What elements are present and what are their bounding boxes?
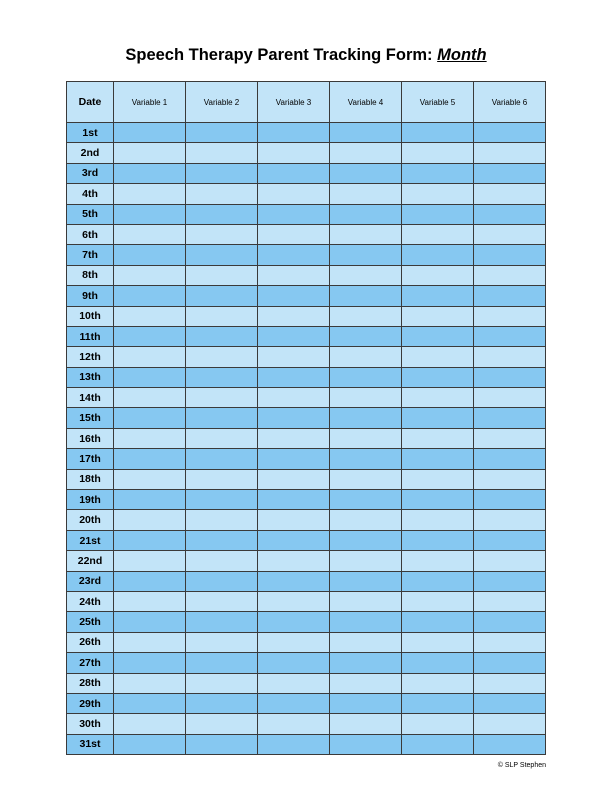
table-row [67, 612, 546, 632]
table-row [67, 673, 546, 693]
entry-cell[interactable] [186, 143, 258, 163]
entry-cell[interactable] [114, 143, 186, 163]
entry-cell[interactable] [186, 510, 258, 530]
entry-cell[interactable] [474, 673, 546, 693]
entry-cell[interactable] [186, 347, 258, 367]
entry-cell[interactable] [114, 714, 186, 734]
entry-cell[interactable] [402, 224, 474, 244]
entry-cell[interactable] [186, 490, 258, 510]
table-row [67, 469, 546, 489]
entry-cell[interactable] [474, 224, 546, 244]
entry-cell[interactable] [114, 326, 186, 346]
entry-cell[interactable] [474, 326, 546, 346]
entry-cell[interactable] [474, 306, 546, 326]
entry-cell[interactable] [330, 367, 402, 387]
entry-cell[interactable] [258, 490, 330, 510]
entry-cell[interactable] [114, 408, 186, 428]
day-label: 18th [67, 469, 114, 489]
entry-cell[interactable] [114, 530, 186, 550]
variable-3-header: Variable 3 [258, 82, 330, 123]
table-row [67, 591, 546, 611]
entry-cell[interactable] [474, 265, 546, 285]
title-main: Speech Therapy Parent Tracking Form: [125, 46, 438, 64]
entry-cell[interactable] [402, 673, 474, 693]
day-label: 9th [67, 286, 114, 306]
entry-cell[interactable] [330, 184, 402, 204]
entry-cell[interactable] [258, 204, 330, 224]
entry-cell[interactable] [402, 571, 474, 591]
header-row [67, 82, 546, 123]
entry-cell[interactable] [114, 265, 186, 285]
entry-cell[interactable] [114, 367, 186, 387]
entry-cell[interactable] [402, 265, 474, 285]
day-label: 30th [67, 714, 114, 734]
entry-cell[interactable] [258, 306, 330, 326]
entry-cell[interactable] [330, 734, 402, 754]
day-label: 13th [67, 367, 114, 387]
entry-cell[interactable] [186, 388, 258, 408]
entry-cell[interactable] [402, 612, 474, 632]
table-row [67, 449, 546, 469]
variable-4-header: Variable 4 [330, 82, 402, 123]
entry-cell[interactable] [330, 714, 402, 734]
entry-cell[interactable] [258, 184, 330, 204]
entry-cell[interactable] [258, 245, 330, 265]
entry-cell[interactable] [258, 653, 330, 673]
entry-cell[interactable] [114, 204, 186, 224]
day-label: 21st [67, 530, 114, 550]
entry-cell[interactable] [474, 714, 546, 734]
entry-cell[interactable] [114, 693, 186, 713]
entry-cell[interactable] [186, 367, 258, 387]
entry-cell[interactable] [114, 591, 186, 611]
entry-cell[interactable] [258, 408, 330, 428]
copyright-footer: © SLP Stephen [497, 762, 546, 769]
variable-6-header: Variable 6 [474, 82, 546, 123]
variable-1-header: Variable 1 [114, 82, 186, 123]
entry-cell[interactable] [330, 326, 402, 346]
entry-cell[interactable] [258, 571, 330, 591]
day-label: 15th [67, 408, 114, 428]
day-label: 12th [67, 347, 114, 367]
entry-cell[interactable] [330, 653, 402, 673]
entry-cell[interactable] [402, 734, 474, 754]
entry-cell[interactable] [186, 245, 258, 265]
day-label: 2nd [67, 143, 114, 163]
entry-cell[interactable] [474, 551, 546, 571]
entry-cell[interactable] [186, 714, 258, 734]
day-label: 10th [67, 306, 114, 326]
entry-cell[interactable] [114, 306, 186, 326]
table-row [67, 204, 546, 224]
entry-cell[interactable] [258, 734, 330, 754]
entry-cell[interactable] [474, 734, 546, 754]
entry-cell[interactable] [402, 306, 474, 326]
day-label: 6th [67, 224, 114, 244]
entry-cell[interactable] [474, 347, 546, 367]
day-label: 14th [67, 388, 114, 408]
entry-cell[interactable] [114, 490, 186, 510]
day-label: 4th [67, 184, 114, 204]
entry-cell[interactable] [186, 428, 258, 448]
table-row [67, 245, 546, 265]
entry-cell[interactable] [114, 224, 186, 244]
entry-cell[interactable] [474, 428, 546, 448]
table-row [67, 428, 546, 448]
entry-cell[interactable] [258, 714, 330, 734]
entry-cell[interactable] [474, 367, 546, 387]
entry-cell[interactable] [186, 286, 258, 306]
entry-cell[interactable] [474, 184, 546, 204]
page-title [0, 44, 612, 66]
entry-cell[interactable] [186, 469, 258, 489]
day-label: 19th [67, 490, 114, 510]
entry-cell[interactable] [330, 530, 402, 550]
entry-cell[interactable] [474, 693, 546, 713]
entry-cell[interactable] [402, 123, 474, 143]
entry-cell[interactable] [330, 632, 402, 652]
entry-cell[interactable] [402, 163, 474, 183]
table-row [67, 571, 546, 591]
entry-cell[interactable] [402, 388, 474, 408]
entry-cell[interactable] [258, 347, 330, 367]
entry-cell[interactable] [114, 347, 186, 367]
entry-cell[interactable] [330, 245, 402, 265]
table-row [67, 143, 546, 163]
entry-cell[interactable] [186, 571, 258, 591]
entry-cell[interactable] [402, 714, 474, 734]
entry-cell[interactable] [474, 123, 546, 143]
table-row [67, 408, 546, 428]
entry-cell[interactable] [402, 184, 474, 204]
entry-cell[interactable] [330, 449, 402, 469]
table-row [67, 163, 546, 183]
entry-cell[interactable] [474, 245, 546, 265]
entry-cell[interactable] [402, 408, 474, 428]
entry-cell[interactable] [474, 653, 546, 673]
entry-cell[interactable] [474, 490, 546, 510]
entry-cell[interactable] [330, 163, 402, 183]
entry-cell[interactable] [402, 490, 474, 510]
entry-cell[interactable] [258, 632, 330, 652]
entry-cell[interactable] [114, 449, 186, 469]
date-header: Date [67, 82, 114, 123]
entry-cell[interactable] [186, 265, 258, 285]
day-label: 5th [67, 204, 114, 224]
variable-5-header: Variable 5 [402, 82, 474, 123]
entry-cell[interactable] [330, 286, 402, 306]
entry-cell[interactable] [402, 693, 474, 713]
entry-cell[interactable] [258, 673, 330, 693]
entry-cell[interactable] [330, 408, 402, 428]
entry-cell[interactable] [114, 184, 186, 204]
table-row [67, 306, 546, 326]
entry-cell[interactable] [330, 204, 402, 224]
entry-cell[interactable] [474, 469, 546, 489]
entry-cell[interactable] [330, 510, 402, 530]
entry-cell[interactable] [186, 551, 258, 571]
entry-cell[interactable] [330, 571, 402, 591]
entry-cell[interactable] [186, 591, 258, 611]
entry-cell[interactable] [402, 143, 474, 163]
entry-cell[interactable] [258, 367, 330, 387]
entry-cell[interactable] [258, 449, 330, 469]
entry-cell[interactable] [186, 449, 258, 469]
entry-cell[interactable] [186, 306, 258, 326]
entry-cell[interactable] [114, 245, 186, 265]
entry-cell[interactable] [402, 551, 474, 571]
entry-cell[interactable] [402, 469, 474, 489]
entry-cell[interactable] [114, 469, 186, 489]
entry-cell[interactable] [402, 591, 474, 611]
entry-cell[interactable] [186, 123, 258, 143]
day-label: 27th [67, 653, 114, 673]
entry-cell[interactable] [186, 673, 258, 693]
day-label: 31st [67, 734, 114, 754]
day-label: 16th [67, 428, 114, 448]
entry-cell[interactable] [114, 571, 186, 591]
entry-cell[interactable] [258, 469, 330, 489]
entry-cell[interactable] [330, 673, 402, 693]
table-row [67, 510, 546, 530]
entry-cell[interactable] [114, 163, 186, 183]
table-row [67, 224, 546, 244]
entry-cell[interactable] [114, 612, 186, 632]
entry-cell[interactable] [114, 653, 186, 673]
entry-cell[interactable] [330, 123, 402, 143]
entry-cell[interactable] [402, 632, 474, 652]
entry-cell[interactable] [330, 490, 402, 510]
entry-cell[interactable] [114, 632, 186, 652]
entry-cell[interactable] [330, 551, 402, 571]
entry-cell[interactable] [186, 693, 258, 713]
day-label: 24th [67, 591, 114, 611]
entry-cell[interactable] [474, 204, 546, 224]
table-row [67, 184, 546, 204]
entry-cell[interactable] [186, 734, 258, 754]
table-row [67, 388, 546, 408]
entry-cell[interactable] [330, 693, 402, 713]
table-row [67, 734, 546, 754]
entry-cell[interactable] [474, 286, 546, 306]
entry-cell[interactable] [258, 510, 330, 530]
entry-cell[interactable] [258, 612, 330, 632]
table-row [67, 265, 546, 285]
entry-cell[interactable] [330, 388, 402, 408]
entry-cell[interactable] [402, 510, 474, 530]
day-rows [67, 123, 546, 755]
entry-cell[interactable] [330, 265, 402, 285]
day-label: 29th [67, 693, 114, 713]
entry-cell[interactable] [258, 693, 330, 713]
table-row [67, 367, 546, 387]
entry-cell[interactable] [258, 265, 330, 285]
entry-cell[interactable] [114, 286, 186, 306]
table-row [67, 326, 546, 346]
entry-cell[interactable] [330, 428, 402, 448]
entry-cell[interactable] [402, 428, 474, 448]
entry-cell[interactable] [258, 551, 330, 571]
entry-cell[interactable] [474, 571, 546, 591]
entry-cell[interactable] [402, 326, 474, 346]
day-label: 3rd [67, 163, 114, 183]
day-label: 28th [67, 673, 114, 693]
entry-cell[interactable] [186, 184, 258, 204]
entry-cell[interactable] [474, 143, 546, 163]
day-label: 7th [67, 245, 114, 265]
entry-cell[interactable] [474, 388, 546, 408]
table-row [67, 653, 546, 673]
entry-cell[interactable] [186, 612, 258, 632]
entry-cell[interactable] [114, 123, 186, 143]
entry-cell[interactable] [474, 510, 546, 530]
tracking-table [66, 81, 546, 755]
day-label: 1st [67, 123, 114, 143]
day-label: 8th [67, 265, 114, 285]
day-label: 20th [67, 510, 114, 530]
entry-cell[interactable] [402, 530, 474, 550]
table-row [67, 490, 546, 510]
title-month: Month [437, 46, 487, 64]
entry-cell[interactable] [330, 347, 402, 367]
day-label: 22nd [67, 551, 114, 571]
entry-cell[interactable] [258, 286, 330, 306]
day-label: 17th [67, 449, 114, 469]
entry-cell[interactable] [186, 204, 258, 224]
table-row [67, 714, 546, 734]
entry-cell[interactable] [330, 591, 402, 611]
entry-cell[interactable] [330, 306, 402, 326]
table-row [67, 286, 546, 306]
entry-cell[interactable] [402, 204, 474, 224]
entry-cell[interactable] [474, 612, 546, 632]
entry-cell[interactable] [186, 408, 258, 428]
entry-cell[interactable] [330, 143, 402, 163]
entry-cell[interactable] [402, 286, 474, 306]
table-row [67, 693, 546, 713]
entry-cell[interactable] [402, 653, 474, 673]
table-row [67, 123, 546, 143]
entry-cell[interactable] [186, 632, 258, 652]
entry-cell[interactable] [258, 143, 330, 163]
entry-cell[interactable] [186, 653, 258, 673]
entry-cell[interactable] [258, 388, 330, 408]
entry-cell[interactable] [474, 163, 546, 183]
entry-cell[interactable] [114, 510, 186, 530]
entry-cell[interactable] [330, 224, 402, 244]
entry-cell[interactable] [474, 530, 546, 550]
entry-cell[interactable] [258, 591, 330, 611]
entry-cell[interactable] [258, 163, 330, 183]
entry-cell[interactable] [258, 428, 330, 448]
entry-cell[interactable] [474, 449, 546, 469]
variable-2-header: Variable 2 [186, 82, 258, 123]
entry-cell[interactable] [114, 673, 186, 693]
entry-cell[interactable] [258, 224, 330, 244]
day-label: 11th [67, 326, 114, 346]
entry-cell[interactable] [402, 367, 474, 387]
day-label: 26th [67, 632, 114, 652]
entry-cell[interactable] [402, 449, 474, 469]
entry-cell[interactable] [330, 612, 402, 632]
entry-cell[interactable] [258, 326, 330, 346]
entry-cell[interactable] [474, 632, 546, 652]
entry-cell[interactable] [186, 163, 258, 183]
entry-cell[interactable] [258, 530, 330, 550]
table-row [67, 530, 546, 550]
table-row [67, 347, 546, 367]
day-label: 23rd [67, 571, 114, 591]
entry-cell[interactable] [114, 388, 186, 408]
entry-cell[interactable] [186, 326, 258, 346]
entry-cell[interactable] [330, 469, 402, 489]
entry-cell[interactable] [114, 734, 186, 754]
entry-cell[interactable] [114, 551, 186, 571]
table-row [67, 551, 546, 571]
entry-cell[interactable] [186, 224, 258, 244]
day-label: 25th [67, 612, 114, 632]
entry-cell[interactable] [474, 408, 546, 428]
entry-cell[interactable] [402, 347, 474, 367]
entry-cell[interactable] [186, 530, 258, 550]
entry-cell[interactable] [258, 123, 330, 143]
table-row [67, 632, 546, 652]
entry-cell[interactable] [114, 428, 186, 448]
entry-cell[interactable] [402, 245, 474, 265]
entry-cell[interactable] [474, 591, 546, 611]
